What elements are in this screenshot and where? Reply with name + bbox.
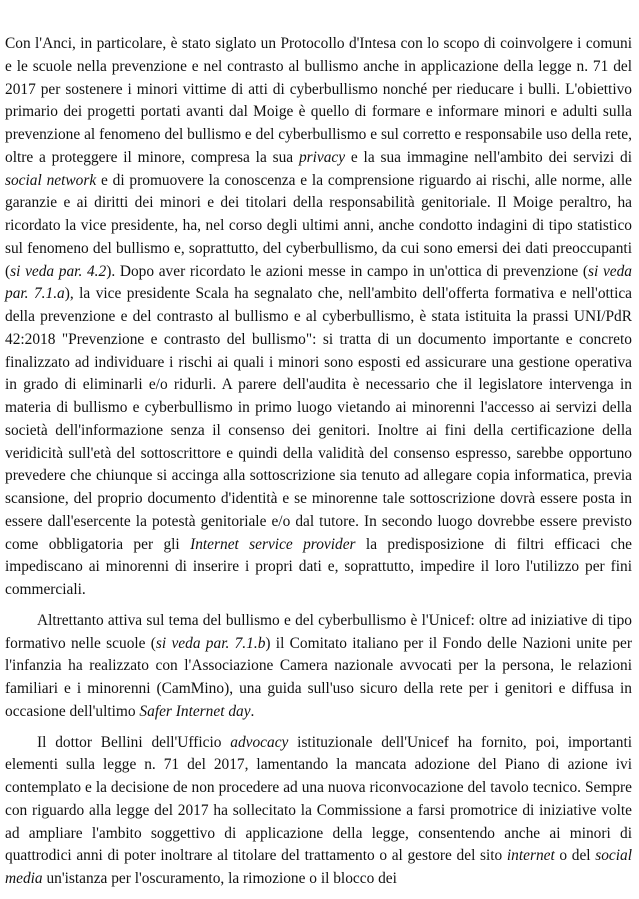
italic-text-run: Safer Internet day [139,702,251,720]
text-run: ) il Comitato italiano per il Fondo delle Nazioni unite per l'infanzia ha realizzato con l'Associazione Camera nazionale avvocati per la persona, le relazioni familiari e i minorenni (CamMino), una guida sull'uso sicuro della rete per i genitori e diffusa in occasione dell'ultimo [5,634,632,720]
text-run: e di promuovere la conoscenza e la comprensione riguardo ai rischi, alle norme, alle garanzie e ai diritti dei minori e dei titolari della responsabilità genitoriale. Il Moige peraltro, ha ricordato la vice presidente, ha, nel corso degli ultimi anni, anche condotto indagini di tipo statistico sul fenomeno del bullismo e, soprattutto, del cyberbullismo, da cui sono emersi dei dati preoccupanti ( [5,171,632,280]
text-run: e la sua immagine nell'ambito dei servizi di [345,148,632,166]
text-run: . [250,702,255,720]
text-run: Il dottor Bellini dell'Ufficio [37,733,231,751]
text-run: ), la vice presidente Scala ha segnalato che, nell'ambito dell'offerta formativa e nell'ottica della prevenzione e del contrasto al bullismo e al cyberbullismo, è stata istituita la prassi UNI/PdR 42:2018 "Prevenzione e contrasto del bullismo": si tratta di un documento importante e concreto finalizzato ad individuare i rischi ai quali i minori sono esposti ed assicurare una gestione operativa in grado di eliminarli e/o ridurli. A parere dell'audita è necessario che il legislatore intervenga in materia di bullismo e cyberbullismo in primo luogo vietando ai minorenni l'accesso ai servizi della società dell'informazione senza il consenso dei genitori. Inoltre ai fini della certificazione della veridicità sull'età del sottoscrittore e quindi della validità del consenso espresso, sarebbe opportuno prevedere che chiunque si accinga alla sottoscrizione sia tenuto ad allegare copia informatica, previa scansione, del proprio documento d'identità e se minorenne tale sottoscrizione dovrà essere posta in essere dall'esercente la potestà genitoriale e/o dal tutore. In secondo luogo dovrebbe essere previsto come obbligatoria per gli [5,285,633,553]
text-run: istituzionale dell'Unicef ha fornito, poi, importanti elementi sulla legge n. 71 del 2017, lamentando la mancata adozione del Piano di azione ivi contemplato e la decisione de non procedere ad una nuova riconvocazione del tavolo tecnico. Sempre con riguardo alla legge del 2017 ha sollecitato la Commissione a farsi promotrice di iniziative volte ad ampliare l'ambito soggettivo di applicazione della legge, consentendo anche ai minori di quattrodici anni di poter inoltrare al titolare del trattamento o al gestore del sito [5,733,632,865]
paragraph-1 [5,33,632,602]
italic-text-run: social network [5,171,97,189]
text-run: Altrettanto attiva sul tema del bullismo e del cyberbullismo è l'Unicef: oltre ad iniziative di tipo formativo nelle scuole ( [5,611,632,652]
text-run: la predisposizione di filtri efficaci che impediscano ai minorenni di inserire i propri dati e, soprattutto, impedire il loro l'utilizzo per fini commerciali. [5,535,632,598]
italic-text-run: internet [506,847,555,865]
italic-text-run: Internet service provider [190,535,356,553]
italic-text-run: si veda par. 4.2 [10,262,107,280]
italic-text-run: privacy [298,148,346,166]
italic-text-run: social media [5,847,632,887]
italic-text-run: si veda par. 7.1.a [5,262,632,303]
paragraph-3 [5,732,632,891]
italic-text-run: advocacy [230,733,289,751]
text-run: o del [554,847,596,865]
document-page [5,33,632,891]
text-run: un'istanza per l'oscuramento, la rimozione o il blocco dei [42,870,397,887]
italic-text-run: si veda par. 7.1.b [155,634,266,652]
text-run: ). Dopo aver ricordato le azioni messe in campo in un'ottica di prevenzione ( [106,262,589,280]
text-run: Con l'Anci, in particolare, è stato siglato un Protocollo d'Intesa con lo scopo di coinvolgere i comuni e le scuole nella prevenzione e nel contrasto al bullismo anche in applicazione della legge n. 71 del 2017 per sostenere i minori vittime di atti di cyberbullismo nonché per rieducare i bulli. L'obiettivo primario dei progetti portati avanti dal Moige è quello di formare e informare minori e adulti sulla prevenzione al fenomeno del bullismo e del cyberbullismo e sul corretto e responsabile uso della rete, oltre a proteggere il minore, compresa la sua [5,35,632,166]
paragraph-2 [5,610,632,724]
